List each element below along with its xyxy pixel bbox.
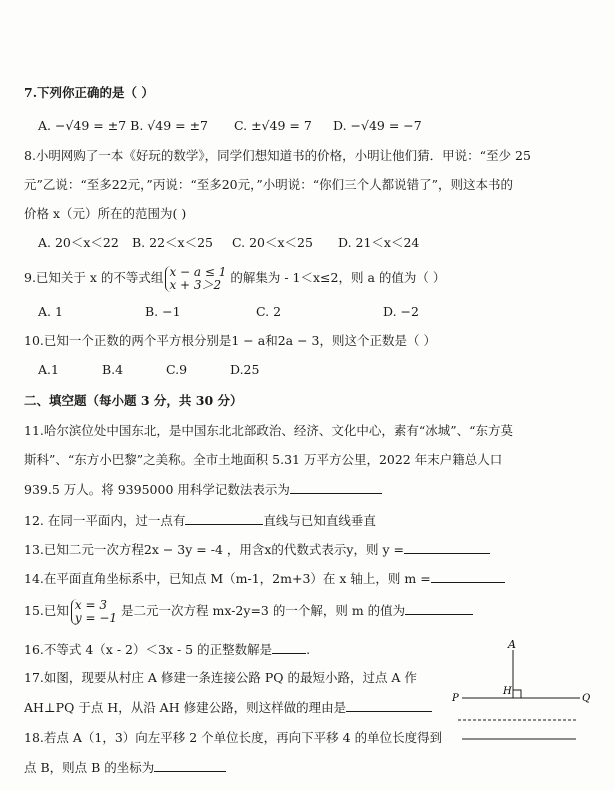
q15-prefix: 15.已知: [24, 603, 69, 618]
q10-option-b: B.4: [102, 362, 124, 377]
q10-option-c: C.9: [166, 362, 188, 377]
q10-option-a: A.1: [38, 362, 59, 377]
q9-option-c: C. 2: [256, 304, 282, 319]
q14-text: 14.在平面直角坐标系中，已知点 M（m-1，2m+3）在 x 轴上，则 m =: [24, 571, 431, 586]
q7-option-ab: A. −√49 = ±7 B. √49 = ±7: [38, 118, 208, 133]
q12-prefix: 12. 在同一平面内，过一点有: [24, 513, 186, 528]
q15-suffix: 是二元一次方程 mx-2y=3 的一个解，则 m 的值为: [121, 603, 406, 618]
q8-option-b: B. 22＜x＜25: [132, 235, 213, 250]
q11-line1: 11.哈尔滨位处中国东北，是中国东北北部政治、经济、文化中心，素有“冰城”、“东方莫: [24, 423, 514, 438]
q8-line1: 8.小明网购了一本《好玩的数学》，同学们想知道书的价格，小明让他们猜．甲说：“至少 25: [24, 148, 531, 163]
q7-stem: 7.下列你正确的是（ ）: [24, 85, 154, 100]
label-p: P: [452, 693, 459, 704]
q8-line2: 元”乙说：“至多22元，”丙说：“至多20元，”小明说：“你们三个人都说错了”，则这本书的: [24, 177, 514, 192]
q11-line3-text: 939.5 万人。将 9395000 用科学记数法表示为: [24, 482, 290, 497]
label-a: A: [508, 638, 516, 651]
q18-line2-text: 点 B，则点 B 的坐标为: [24, 760, 155, 775]
q10-option-d: D.25: [230, 362, 260, 377]
section-2-heading: 二、填空题（每小题 3 分，共 30 分）: [24, 393, 243, 408]
q10-stem: 10.已知一个正数的两个平方根分别是1 − a和2a − 3，则这个正数是（ ）: [24, 333, 436, 348]
q7-option-c: C. ±√49 = 7: [234, 118, 312, 133]
q17-line1: 17.如图，现要从村庄 A 修建一条连接公路 PQ 的最短小路，过点 A 作: [24, 670, 417, 685]
q16-end: .: [306, 642, 311, 657]
q13-text: 13.已知二元一次方程2x − 3y = -4 ，用含x的代数式表示y，则 y =: [24, 542, 404, 557]
q12-suffix: 直线与已知直线垂直: [263, 513, 376, 528]
q15-eq-2: y = −1: [74, 610, 118, 625]
q9-option-a: A. 1: [38, 304, 63, 319]
q18-line1: 18.若点 A（1，3）向左平移 2 个单位长度，再向下平移 4 的单位长度得到: [24, 730, 443, 745]
q8-option-a: A. 20＜x＜22: [38, 235, 119, 250]
q9-ineq-1: x − a ≤ 1: [169, 264, 227, 279]
q7-option-d: D. −√49 = −7: [333, 118, 422, 133]
q9-prefix: 9.已知关于 x 的不等式组: [24, 270, 164, 285]
q8-option-d: D. 21＜x＜24: [338, 235, 420, 250]
label-h: H: [503, 686, 512, 697]
q8-option-c: C. 20＜x＜25: [232, 235, 313, 250]
right-angle-mark: [513, 690, 521, 698]
q8-line3: 价格 x（元）所在的范围为( ): [24, 206, 187, 221]
q9-option-d: D. −2: [383, 304, 419, 319]
q9-suffix: 的解集为 - 1＜x≤2，则 a 的值为（ ）: [230, 270, 446, 285]
q9-option-b: B. −1: [145, 304, 181, 319]
q11-line2: 斯科”、“东方小巴黎”之美称。全市土地面积 5.31 万平方公里，2022 年末户籍总人口: [24, 452, 503, 467]
q15-eq-1: x = 3: [74, 597, 107, 612]
q17-line2-text: AH⊥PQ 于点 H，从沿 AH 修建公路，则这样做的理由是: [24, 700, 347, 715]
q9-ineq-2: x + 3＞2: [169, 277, 222, 292]
q16-text: 16.不等式 4（x - 2）＜3x - 5 的正整数解是: [24, 642, 273, 657]
label-q: Q: [582, 693, 591, 704]
